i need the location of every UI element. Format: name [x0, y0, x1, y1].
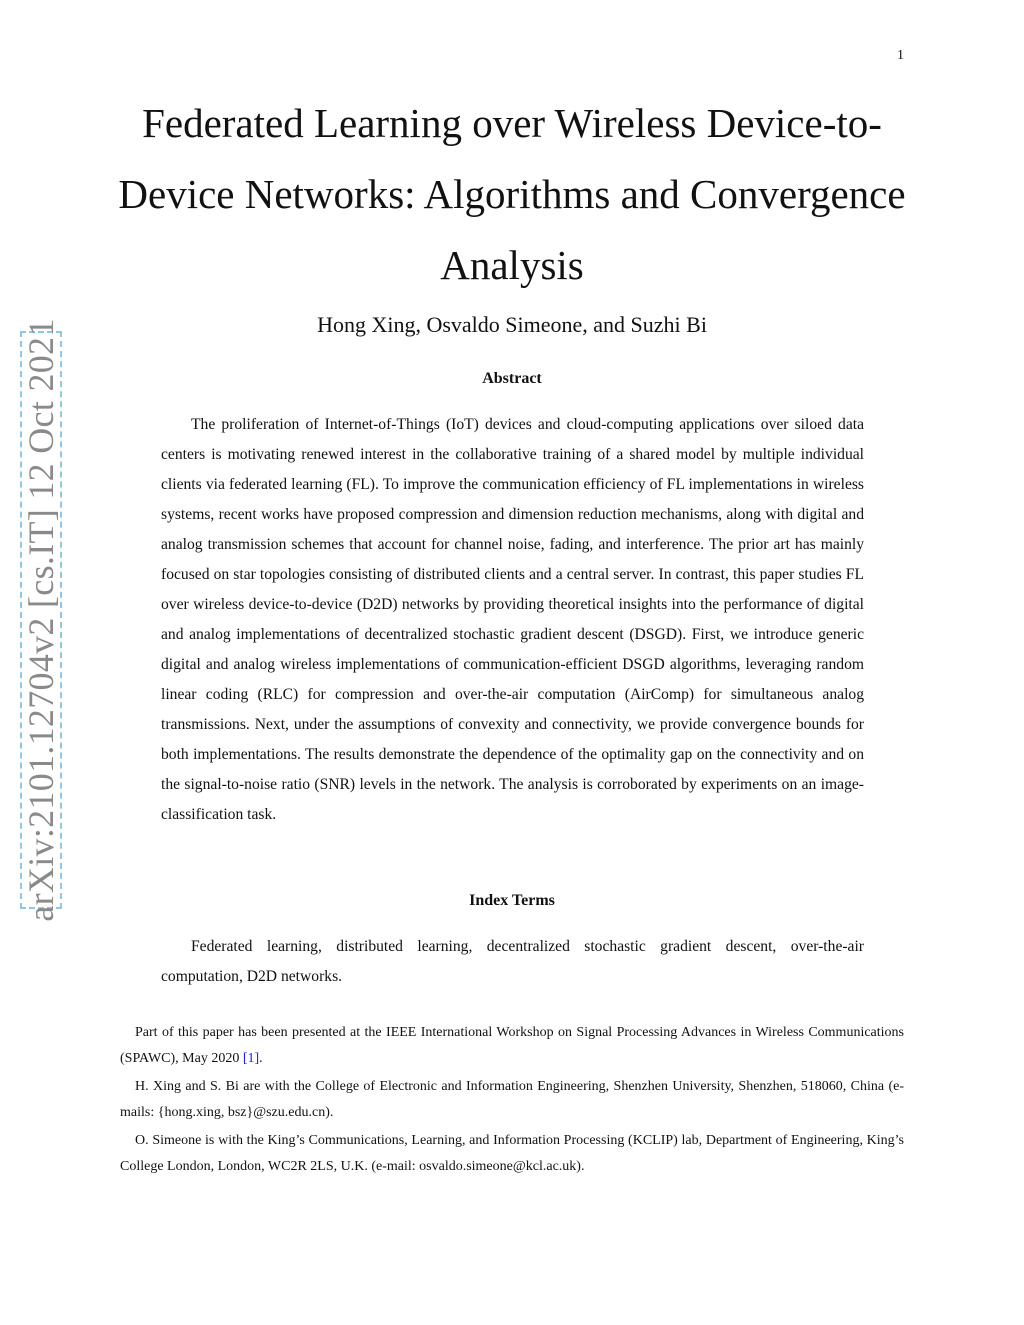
index-terms-heading: Index Terms [469, 892, 555, 909]
footnote-conference-end: . [259, 1051, 263, 1066]
footnote-conference-text: Part of this paper has been presented at the IEEE International Workshop on Signal Processing Advances in Wireless Communications (SPAWC), May 2020 [120, 1025, 904, 1066]
footnotes [120, 1020, 904, 1182]
arxiv-stamp[interactable] [20, 318, 62, 922]
author-list: Hong Xing, Osvaldo Simeone, and Suzhi Bi [317, 312, 707, 337]
index-terms-text: Federated learning, distributed learning, decentralized stochastic gradient descent, over-the-air computation, D2D networks. [161, 938, 864, 985]
arxiv-identifier: arXiv:2101.12704v2 [cs.IT] 12 Oct 2021 [21, 318, 61, 922]
footnote-affiliation-simeone: O. Simeone is with the King’s Communications, Learning, and Information Processing (KCLIP) lab, Department of Engineering, King’s College London, London, WC2R 2LS, U.K. (e-mail: osvaldo.simeone@kcl.ac.uk). [120, 1133, 904, 1174]
footnote-affiliation-xing-bi: H. Xing and S. Bi are with the College of Electronic and Information Engineering, Shenzhen University, Shenzhen, 518060, China (e-mails: {hong.xing, bsz}@szu.edu.cn). [120, 1079, 904, 1120]
citation-link[interactable]: [1] [242, 1051, 260, 1066]
abstract-heading: Abstract [482, 370, 542, 387]
abstract-text: The proliferation of Internet-of-Things (IoT) devices and cloud-computing applications over siloed data centers is motivating renewed interest in the collaborative training of a shared model by multiple individual clients via federated learning (FL). To improve the communication efficiency of FL implementations in wireless systems, recent works have proposed compression and dimension reduction mechanisms, along with digital and analog transmission schemes that account for channel noise, fading, and interference. The prior art has mainly focused on star topologies consisting of distributed clients and a central server. In contrast, this paper studies FL over wireless device-to-device (D2D) networks by providing theoretical insights into the performance of digital and analog implementations of decentralized stochastic gradient descent (DSGD). First, we introduce generic digital and analog wireless implementations of communication-efficient DSGD algorithms, leveraging random linear coding (RLC) for compression and over-the-air computation (AirComp) for simultaneous analog transmissions. Next, under the assumptions of convexity and connectivity, we provide convergence bounds for both implementations. The results demonstrate the dependence of the optimality gap on the connectivity and on the signal-to-noise ratio (SNR) levels in the network. The analysis is corroborated by experiments on an image-classification task. [161, 416, 864, 823]
page-number: 1 [897, 48, 904, 63]
footnote-conference [120, 1020, 904, 1072]
paper-title: Federated Learning over Wireless Device-to-Device Networks: Algorithms and Convergence Analysis [118, 100, 906, 288]
